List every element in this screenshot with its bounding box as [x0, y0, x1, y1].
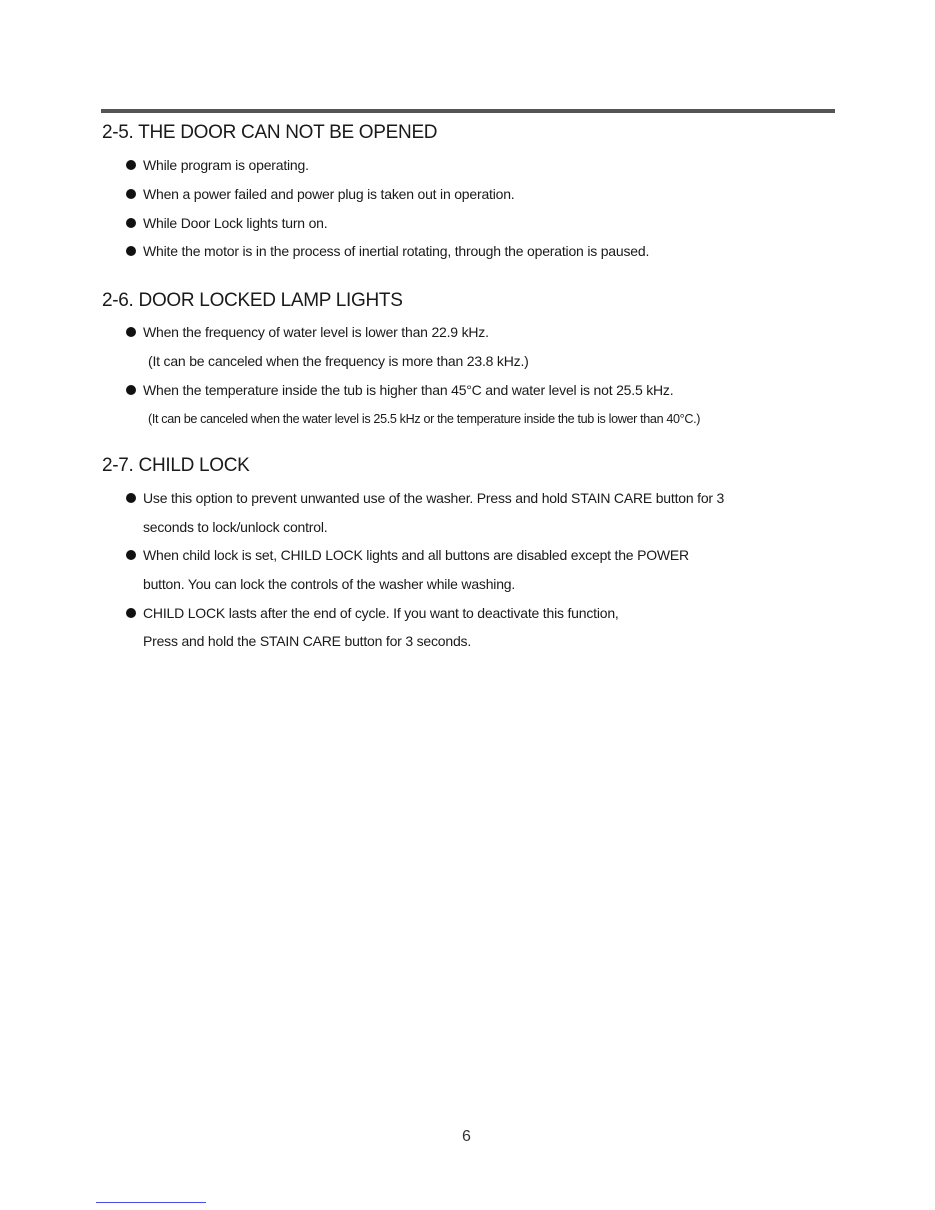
bullet-icon: [126, 189, 136, 199]
list-item: When child lock is set, CHILD LOCK lights and all buttons are disabled except the POWER: [143, 547, 689, 563]
list-item-note: (It can be canceled when the frequency is more than 23.8 kHz.): [148, 353, 529, 369]
bullet-icon: [126, 493, 136, 503]
list-item-continuation: button. You can lock the controls of the washer while washing.: [143, 576, 516, 592]
list-item: While program is operating.: [143, 157, 309, 173]
header-rule: [101, 109, 835, 113]
list-item: When the frequency of water level is lower than 22.9 kHz.: [143, 324, 489, 340]
list-item: Use this option to prevent unwanted use of the washer. Press and hold STAIN CARE button for 3: [143, 490, 725, 506]
bullet-icon: [126, 608, 136, 618]
bullet-icon: [126, 385, 136, 395]
footer-line: [96, 1202, 206, 1203]
list-item: White the motor is in the process of inertial rotating, through the operation is paused.: [143, 243, 650, 259]
bullet-icon: [126, 218, 136, 228]
bullet-icon: [126, 246, 136, 256]
list-item: While Door Lock lights turn on.: [143, 215, 328, 231]
list-item: When a power failed and power plug is taken out in operation.: [143, 186, 515, 202]
bullet-icon: [126, 550, 136, 560]
section-heading: 2-5. THE DOOR CAN NOT BE OPENED: [102, 122, 438, 143]
section-heading: 2-7. CHILD LOCK: [102, 455, 250, 476]
list-item: CHILD LOCK lasts after the end of cycle. If you want to deactivate this function,: [143, 605, 619, 621]
list-item: When the temperature inside the tub is higher than 45°C and water level is not 25.5 kHz.: [143, 382, 674, 398]
list-item-note: (It can be canceled when the water level is 25.5 kHz or the temperature inside the tub is lower than 40°C.): [148, 412, 701, 426]
section-heading: 2-6. DOOR LOCKED LAMP LIGHTS: [102, 290, 403, 311]
list-item-continuation: Press and hold the STAIN CARE button for 3 seconds.: [143, 633, 472, 649]
bullet-icon: [126, 327, 136, 337]
bullet-icon: [126, 160, 136, 170]
page-number: 6: [462, 1128, 471, 1145]
list-item-continuation: seconds to lock/unlock control.: [143, 519, 328, 535]
